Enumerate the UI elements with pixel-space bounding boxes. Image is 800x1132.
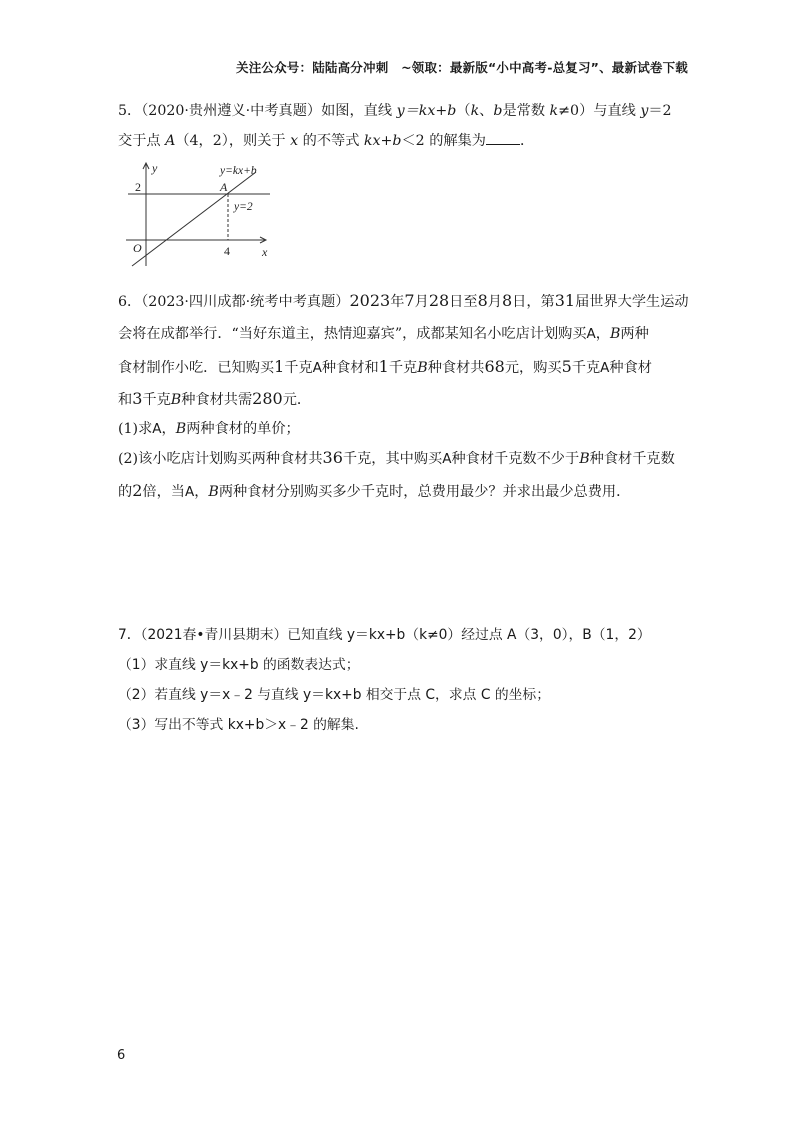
q5-text: ． [519,133,535,149]
q6-math: B [609,326,621,342]
q6-text: 日，第 [512,294,555,310]
q6-text: 千克 [388,360,418,376]
q6-text: 届世界大学生运动 [575,294,689,310]
q6-text: 日至 [449,294,478,310]
q6-number: 5 [561,357,572,376]
q5-line-2 [118,130,534,152]
q5-text: 5．（2020·贵州遵义·中考真题）如图，直线 [118,103,397,119]
q7-part-1: （1）求直线 y＝kx+b 的函数表达式； [118,657,360,673]
page-number: 6 [117,1048,126,1063]
q6-text: 6．（2023·四川成都·统考中考真题） [118,294,350,310]
q6-text: 年 [390,294,405,310]
q6-math: A [600,360,610,376]
q6-math: B [579,451,590,467]
q6-text: (2)该小吃店计划购买两种食材共 [118,451,323,467]
q6-part-1 [118,418,300,440]
q7-part-3: （3）写出不等式 kx+b＞x﹣2 的解集. [118,717,359,733]
q5-math: b [493,103,503,119]
q6-line-1 [118,290,689,313]
q6-math: B [417,360,428,376]
q5-line-1 [118,100,672,122]
q6-text: 千克 [142,392,171,408]
q6-text: 倍，当 [142,484,185,500]
q6-part-2 [118,447,675,470]
q6-text: 元． [282,392,312,408]
q6-text: 会将在成都举行．“当好东道主，热情迎嘉宾”，成都某知名小吃店计划购买 [118,326,587,342]
origin-label: O [133,241,142,255]
q6-number: 36 [322,448,343,467]
q6-number: 3 [132,389,143,408]
q6-text: 的 [118,484,133,500]
q5-text: （4，2），则关于 [175,133,291,149]
q6-number: 1 [378,357,389,376]
q6-text: 种食材共 [427,360,485,376]
q6-number: 2023 [349,291,391,310]
q6-number: 7 [404,291,415,310]
y-tick-label: 2 [135,180,141,194]
q6-number: 1 [274,357,285,376]
answer-blank[interactable] [486,130,520,145]
q6-text: 种食材共需 [181,392,253,408]
q6-text: 千克 [571,360,601,376]
q5-math: k [549,103,559,119]
q6-number: 68 [484,357,505,376]
q6-number: 28 [428,291,450,310]
q6-text: 和 [118,392,133,408]
q5-text: 交于点 [118,133,166,149]
x-tick-label: 4 [224,244,230,258]
q6-number: 2 [132,481,143,500]
q6-text: 种食材千克数不少于 [451,451,580,467]
q6-math: A [312,360,322,376]
q5-math: kx+b [363,133,402,149]
q6-text: (1)求 [118,421,153,437]
line-y-kx-b [132,172,256,266]
q6-number: 8 [501,291,513,310]
q5-text: 的不等式 [298,133,364,149]
q6-number: 8 [477,291,488,310]
q5-text: ＝2 [648,103,672,119]
q6-text: 元，购买 [504,360,562,376]
q5-text: ≠0）与直线 [558,103,641,119]
q5-math: x [290,133,299,149]
q6-text: 种食材 [609,360,652,376]
q6-math: B [175,421,187,437]
q5-text: 是常数 [502,103,550,119]
q6-line-4 [118,388,311,411]
q5-graph-figure [118,160,278,270]
q5-math: k [470,103,480,119]
q6-text: 月 [487,294,502,310]
q5-text: 、 [479,103,494,119]
q6-text: 种食材和 [321,360,379,376]
q6-math: B [170,392,182,408]
q6-line-2 [118,323,649,345]
q5-math: y＝kx+b [396,103,457,119]
page-header: 关注公众号：陆陆高分冲刺 ~领取：最新版“小中高考-总复习”、最新试卷下载 [236,60,688,75]
q6-text: 两种 [620,326,649,342]
q5-text: ＜2 的解集为 [401,133,486,149]
q6-text: 两种食材的单价； [186,421,300,437]
y-axis-label: y [152,161,158,175]
q6-math: A [184,484,195,500]
q6-text: ， [161,421,176,437]
q6-text: ， [595,326,610,342]
q6-number: 280 [252,389,283,408]
q6-number: 31 [554,291,576,310]
q6-text: 食材制作小吃．已知购买 [118,360,275,376]
q5-math: y [640,103,649,119]
q5-math: A [165,133,176,149]
q5-text: （ [456,103,471,119]
q7-part-2: （2）若直线 y＝x﹣2 与直线 y＝kx+b 相交于点 C，求点 C 的坐标； [118,687,551,703]
q6-math: B [208,484,219,500]
q6-text: 千克 [284,360,313,376]
q6-text: 千克，其中购买 [342,451,443,467]
q6-text: 月 [414,294,429,310]
q6-text: ， [194,484,209,500]
q6-math: A [586,326,596,342]
point-a-label: A [220,180,228,194]
q6-math: A [442,451,452,467]
line-label: y=kx+b [220,165,257,177]
q6-math: A [152,421,162,437]
hline-label: y=2 [234,201,253,213]
q6-part-2-cont [118,480,630,503]
q6-line-3 [118,356,652,379]
q6-text: 两种食材分别购买多少千克时，总费用最少？并求出最少总费用． [218,484,631,500]
x-axis-label: x [262,245,268,259]
q7-line-1: 7．（2021春•青川县期末）已知直线 y＝kx+b（k≠0）经过点 A（3，0），B（1，2） [118,627,651,643]
q6-text: 种食材千克数 [589,451,675,467]
